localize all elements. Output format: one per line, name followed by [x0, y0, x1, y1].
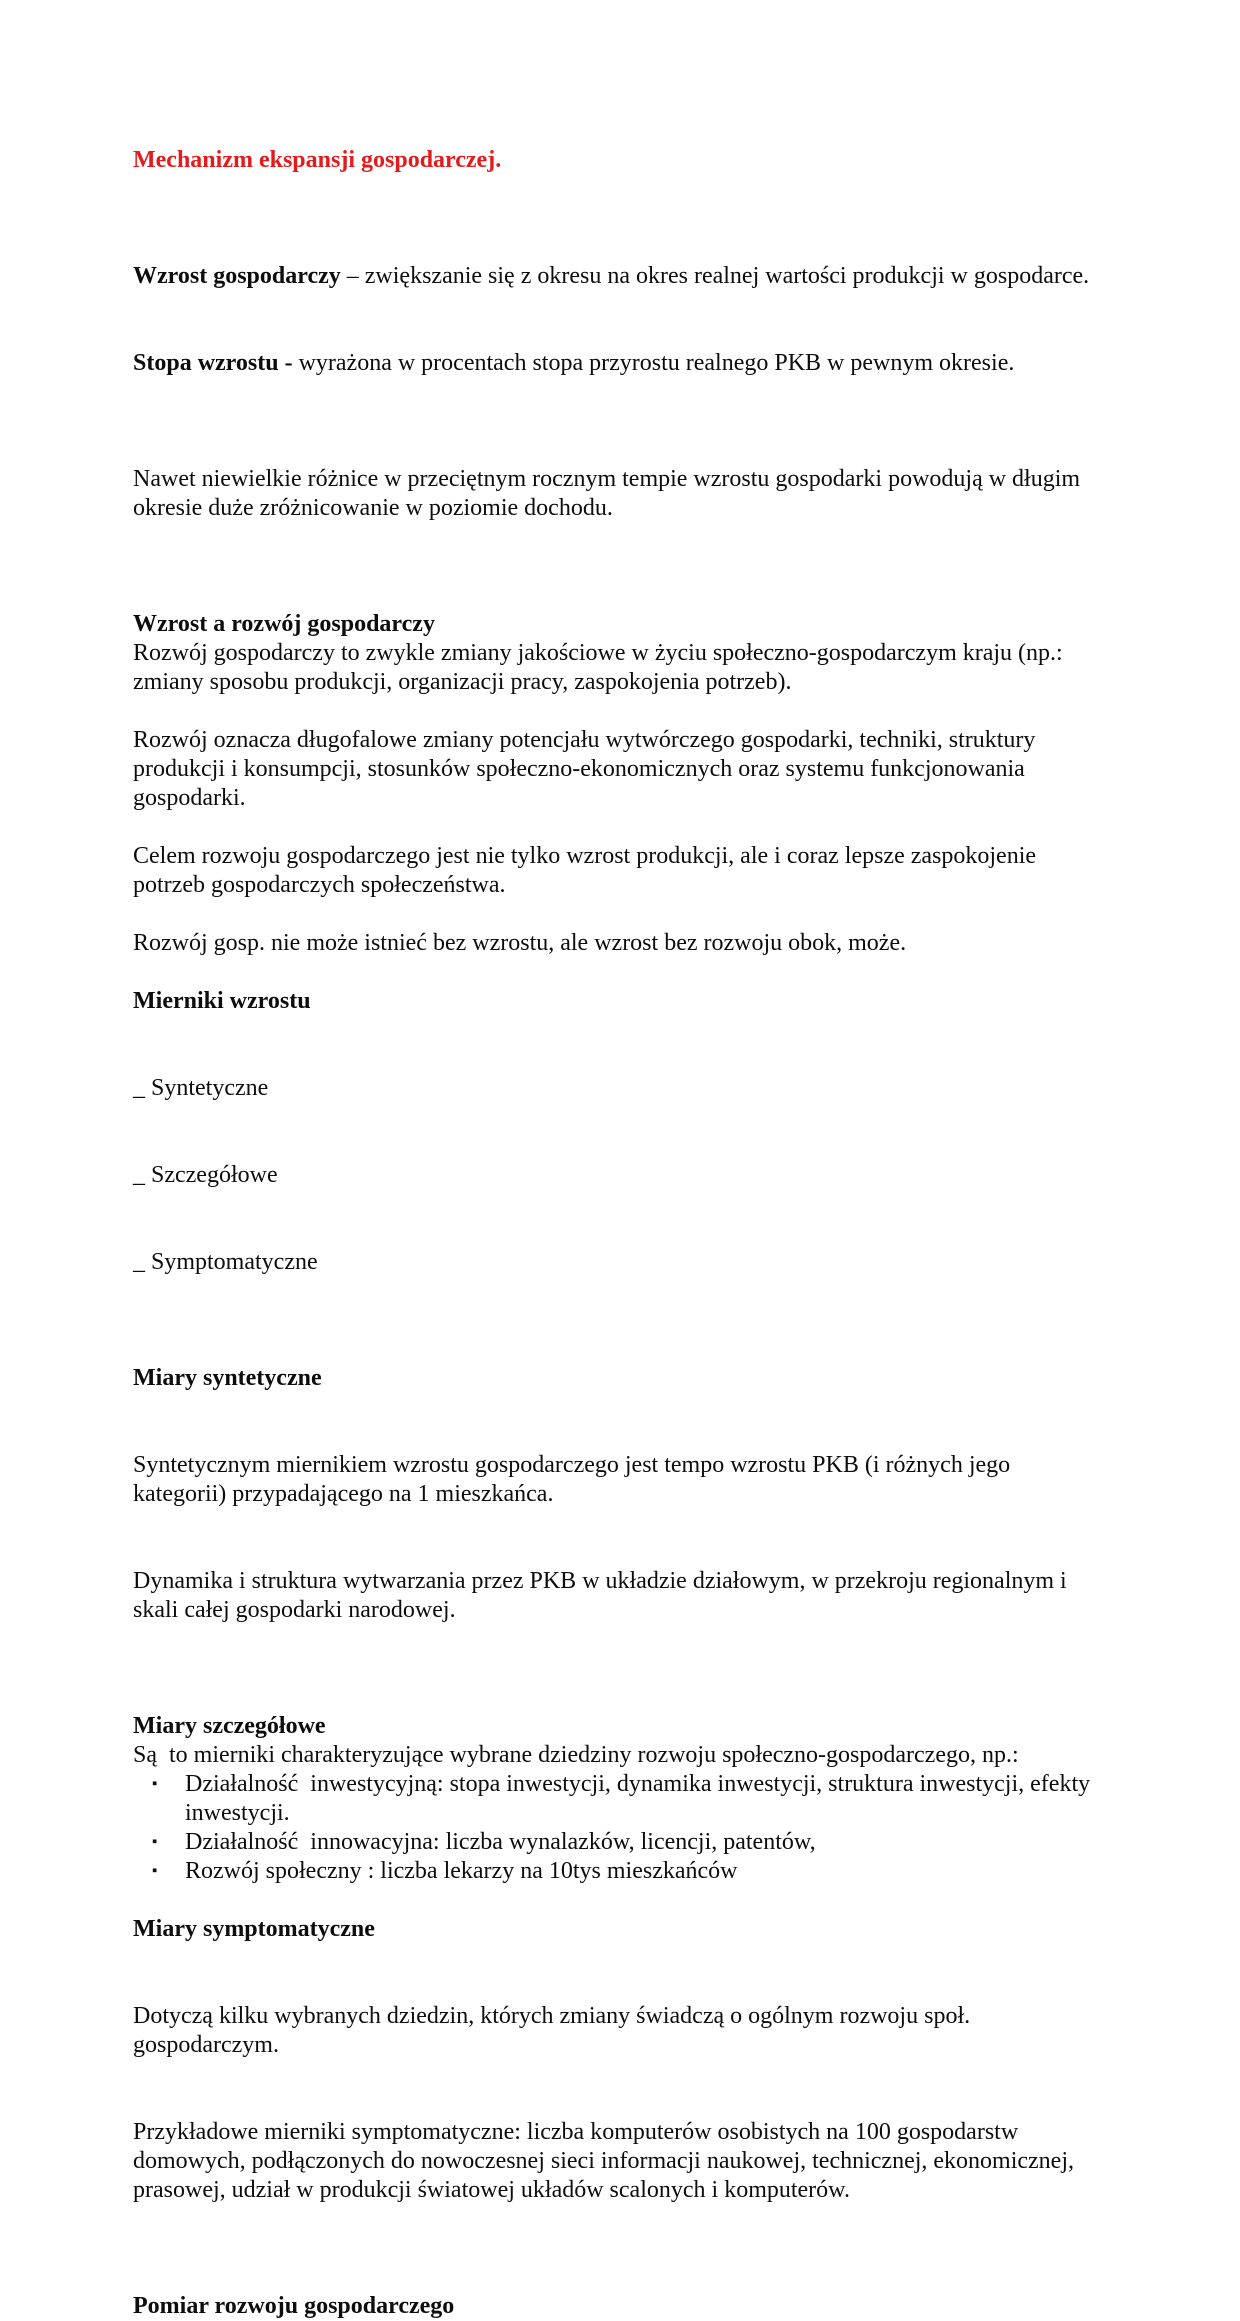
definition-wzrost-gospodarczy	[133, 262, 1108, 291]
paragraph-tempo-pkb: Syntetycznym miernikiem wzrostu gospodarczego jest tempo wzrostu PKB (i różnych jego kategorii) przypadającego na 1 mieszkańca.	[133, 1452, 1017, 1507]
definition-wzrost-text: – zwiększanie się z okresu na okres realnej wartości produkcji w gospodarce.	[340, 263, 1090, 289]
list-item	[133, 1857, 1108, 1886]
list-item	[133, 1828, 1108, 1857]
bullet-text-rozwoj-spoleczny: Rozwój społeczny : liczba lekarzy na 10tys mieszkańców	[185, 1858, 738, 1884]
section-heading-pomiar-rozwoju: Pomiar rozwoju gospodarczego	[133, 2293, 455, 2319]
miary-symptomatyczne-paragraph	[133, 1944, 1108, 2263]
page-title: Mechanizm ekspansji gospodarczej.	[133, 147, 502, 173]
term-wzrost-gospodarczy: Wzrost gospodarczy	[133, 263, 341, 289]
list-item-symptomatyczne: _ Symptomatyczne	[133, 1249, 318, 1275]
section-heading-wzrost-a-rozwoj: Wzrost a rozwój gospodarczy	[133, 611, 435, 637]
paragraph-przykladowe-mierniki: Przykładowe mierniki symptomatyczne: liczba komputerów osobistych na 100 gospodarstw domowych, podłączonych do nowoczesnej sieci informacji naukowej, technicznej, ekonomicznej, prasowej, udział w produkcji światowej układów scalonych i komputerów.	[133, 2119, 1081, 2203]
paragraph-dotycza-dziedzin: Dotyczą kilku wybranych dziedzin, których zmiany świadczą o ogólnym rozwoju społ. gospodarczym.	[133, 2003, 977, 2058]
list-item-syntetyczne: _ Syntetyczne	[133, 1075, 269, 1101]
paragraph-dynamika-struktura: Dynamika i struktura wytwarzania przez PKB w układzie działowym, w przekroju regionalnym i skali całej gospodarki narodowej.	[133, 1568, 1073, 1623]
square-bullet-icon: ▪	[152, 1863, 158, 1879]
definitions-paragraph	[133, 204, 1108, 436]
section-heading-miary-szczegolowe: Miary szczegółowe	[133, 1713, 326, 1739]
definition-stopa-wzrostu	[133, 349, 1108, 378]
paragraph-rozwoj-wzrost-zaleznosc: Rozwój gosp. nie może istnieć bez wzrostu, ale wzrost bez rozwoju obok, może.	[133, 930, 907, 956]
miary-szczegolowe-list	[133, 1770, 1108, 1886]
square-bullet-icon: ▪	[152, 1776, 158, 1792]
paragraph-zmiany-jakosciowe: Rozwój gospodarczy to zwykle zmiany jakościowe w życiu społeczno-gospodarczym kraju (np.: zmiany sposobu produkcji, organizacji pracy, zaspokojenia potrzeb).	[133, 640, 1069, 695]
bullet-text-inwestycyjna: Działalność inwestycyjną: stopa inwestycji, dynamika inwestycji, struktura inwestycji, efekty inwestycji.	[185, 1771, 1097, 1826]
definition-stopa-text: wyrażona w procentach stopa przyrostu realnego PKB w pewnym okresie.	[292, 350, 1015, 376]
paragraph-roznice-tempa: Nawet niewielkie różnice w przeciętnym rocznym tempie wzrostu gospodarki powodują w długim okresie duże zróżnicowanie w poziomie dochodu.	[133, 466, 1087, 521]
paragraph-cel-rozwoju: Celem rozwoju gospodarczego jest nie tylko wzrost produkcji, ale i coraz lepsze zaspokojenie potrzeb gospodarczych społeczeństwa.	[133, 843, 1043, 898]
bullet-text-innowacyjna: Działalność innowacyjna: liczba wynalazków, licencji, patentów,	[185, 1829, 816, 1855]
miary-szczegolowe-intro: Są to mierniki charakteryzujące wybrane dziedziny rozwoju społeczno-gospodarczego, np.:	[133, 1742, 1019, 1768]
square-bullet-icon: ▪	[152, 1834, 158, 1850]
list-item	[133, 1770, 1108, 1828]
section-heading-mierniki-wzrostu: Mierniki wzrostu	[133, 988, 311, 1014]
mierniki-list	[133, 1016, 1108, 1335]
miary-syntetyczne-paragraph	[133, 1393, 1108, 1683]
section-heading-miary-syntetyczne: Miary syntetyczne	[133, 1365, 322, 1391]
section-heading-miary-symptomatyczne: Miary symptomatyczne	[133, 1916, 375, 1942]
term-stopa-wzrostu: Stopa wzrostu -	[133, 350, 293, 376]
paragraph-zmiany-dlugofalowe: Rozwój oznacza długofalowe zmiany potencjału wytwórczego gospodarki, techniki, struktury produkcji i konsumpcji, stosunków społeczno-ekonomicznych oraz systemu funkcjonowania gospodarki.	[133, 727, 1042, 811]
list-item-szczegolowe: _ Szczegółowe	[133, 1162, 278, 1188]
